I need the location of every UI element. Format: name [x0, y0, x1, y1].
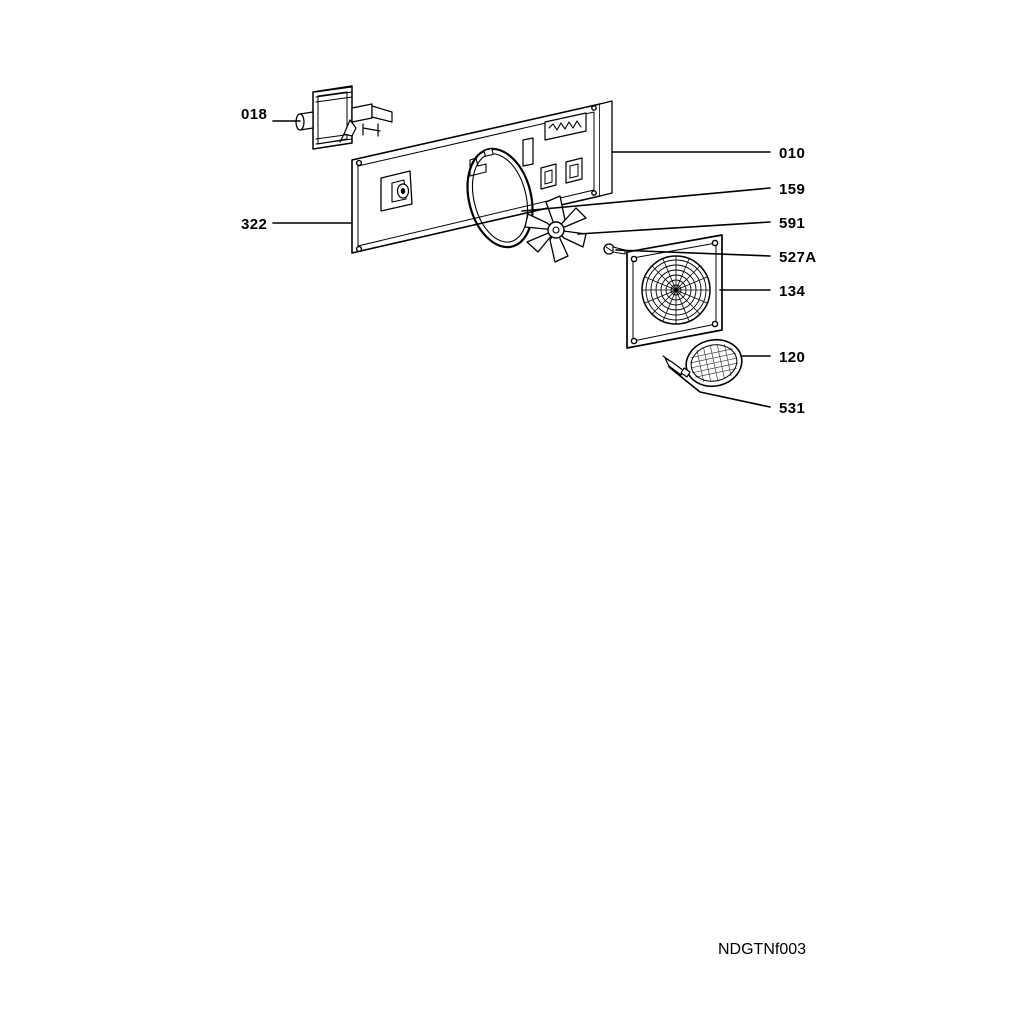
- part-screw-527a: [604, 244, 625, 254]
- callout-label-120: 120: [779, 349, 806, 366]
- callout-label-322: 322: [241, 216, 268, 233]
- figure-code: NDGTNf003: [718, 941, 807, 958]
- callout-label-010: 010: [779, 145, 806, 162]
- callout-label-531: 531: [779, 400, 806, 417]
- leader-591: [578, 222, 770, 234]
- callout-label-159: 159: [779, 181, 806, 198]
- callout-label-591: 591: [779, 215, 806, 232]
- callout-label-134: 134: [779, 283, 806, 300]
- callout-label-527a: 527A: [779, 249, 817, 266]
- part-thermostat-018: [296, 86, 392, 149]
- callout-label-018: 018: [241, 106, 268, 123]
- part-lamp-cover-120: [682, 335, 746, 392]
